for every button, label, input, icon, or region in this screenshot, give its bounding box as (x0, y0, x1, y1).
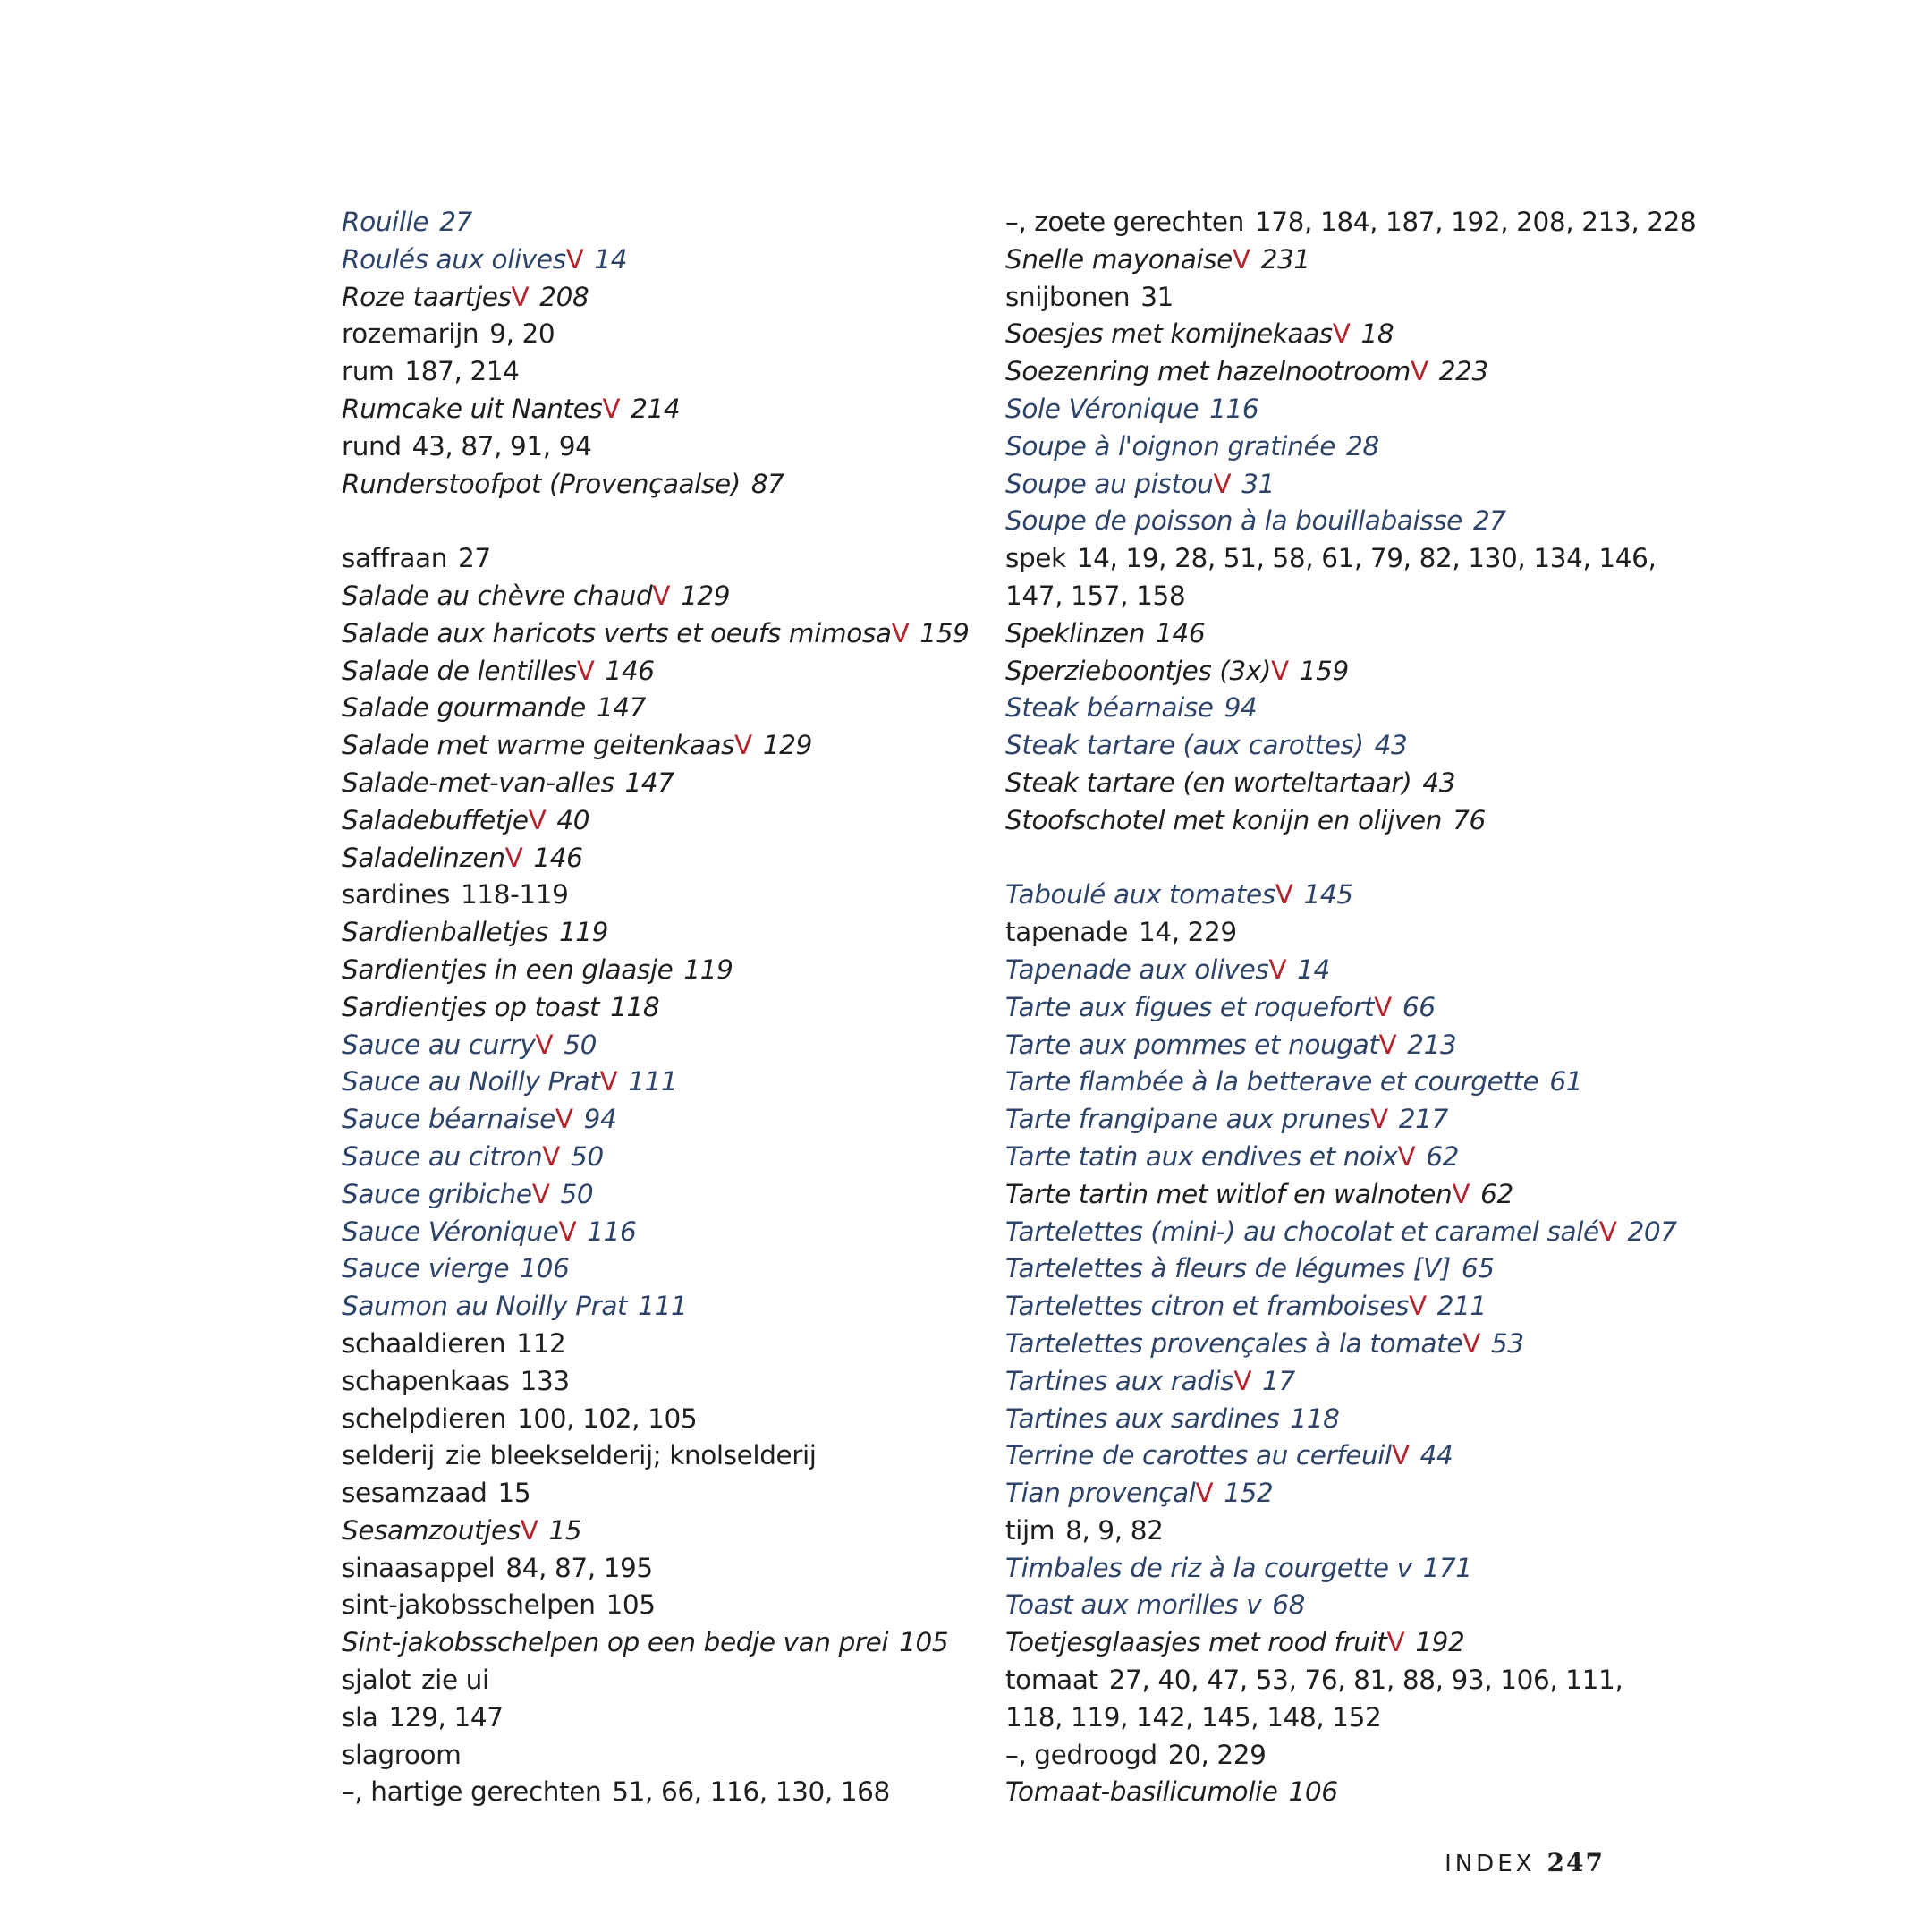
vegetarian-mark: V (1213, 468, 1232, 499)
entry-pages: 129 (762, 730, 812, 761)
entry-pages: 112 (516, 1327, 566, 1359)
index-entry (1005, 1587, 1658, 1624)
vegetarian-mark: V (535, 1029, 554, 1060)
index-entry (1005, 391, 1658, 428)
vegetarian-mark: V (528, 804, 547, 835)
entry-pages: 43 (1422, 767, 1456, 798)
index-column-right (1005, 204, 1697, 1811)
vegetarian-mark: V (602, 393, 621, 424)
entry-term: Tapenade aux olives (1005, 953, 1269, 985)
index-entry (1005, 1475, 1658, 1513)
vegetarian-mark: V (520, 1514, 538, 1546)
entry-pages: 214 (631, 393, 681, 424)
entry-term: Speklinzen (1005, 617, 1146, 648)
index-entry (1005, 989, 1658, 1027)
index-entry (342, 840, 968, 877)
entry-term: Tarte aux figues et roquefort (1005, 991, 1375, 1022)
index-entry (342, 1475, 968, 1513)
entry-term: Sauce au citron (342, 1140, 543, 1172)
index-entry (1005, 503, 1658, 540)
entry-pages: 118 (610, 991, 660, 1022)
index-entry (1005, 1550, 1658, 1588)
index-entry (1005, 1214, 1677, 1251)
index-entry (342, 1139, 968, 1176)
index-entry (1005, 802, 1658, 840)
vegetarian-mark: V (1270, 655, 1289, 686)
index-entry (342, 1288, 968, 1326)
entry-term: Sardientjes op toast (342, 991, 600, 1022)
index-entry (1005, 242, 1658, 279)
entry-pages: 43, 87, 91, 94 (411, 430, 592, 462)
index-entry (1005, 1250, 1658, 1288)
index-entry (1005, 428, 1658, 466)
index-entry (342, 279, 968, 317)
index-entry (342, 877, 968, 914)
entry-pages: 50 (564, 1029, 597, 1060)
entry-pages: 20, 229 (1167, 1739, 1267, 1770)
index-entry (342, 1699, 968, 1737)
entry-term: Tartines aux sardines (1005, 1402, 1280, 1434)
entry-term: Sauce au Noilly Prat (342, 1066, 600, 1097)
vegetarian-mark: V (504, 842, 523, 873)
entry-pages: 8, 9, 82 (1065, 1514, 1164, 1546)
entry-pages: 87 (750, 468, 784, 499)
entry-pages: 129, 147 (388, 1701, 504, 1733)
index-entry (342, 1437, 968, 1475)
entry-pages: 105 (606, 1589, 656, 1621)
entry-pages: zie ui (421, 1665, 489, 1696)
page-footer (1445, 1848, 1605, 1877)
entry-term: Tarte tatin aux endives et noix (1005, 1140, 1398, 1172)
entry-term: Soupe au pistou (1005, 468, 1214, 499)
entry-term: Roulés aux olives (342, 243, 566, 275)
entry-pages: 118-119 (461, 879, 569, 911)
entry-term: sint-jakobsschelpen (342, 1589, 596, 1621)
entry-term: Steak tartare (aux carottes) (1005, 730, 1364, 761)
entry-pages: 76 (1453, 804, 1486, 835)
entry-pages: 65 (1461, 1253, 1495, 1284)
index-entry (342, 1587, 968, 1624)
vegetarian-mark: V (558, 1216, 577, 1247)
entry-pages: 84, 87, 195 (505, 1552, 653, 1583)
entry-term: selderij (342, 1440, 435, 1471)
entry-term: Sardienballetjes (342, 917, 548, 948)
vegetarian-mark: V (1233, 1365, 1252, 1396)
entry-term: Sperzieboontjes (3x) (1005, 655, 1271, 686)
entry-term: Salade gourmande (342, 692, 586, 724)
entry-pages: 178, 184, 187, 192, 208, 213, 228 (1254, 207, 1697, 237)
index-entry (1005, 765, 1658, 802)
index-entry (342, 1176, 968, 1214)
entry-term: Sauce béarnaise (342, 1104, 555, 1135)
entry-pages: 146 (533, 842, 583, 873)
index-entry (1005, 316, 1658, 353)
index-entry (342, 391, 968, 428)
index-entry (342, 1063, 968, 1101)
vegetarian-mark: V (555, 1104, 573, 1135)
entry-term: Soezenring met hazelnootroom (1005, 356, 1411, 387)
entry-pages: 100, 102, 105 (516, 1402, 698, 1434)
entry-pages: 43 (1374, 730, 1408, 761)
entry-pages: 207 (1627, 1216, 1677, 1247)
index-entry (342, 802, 968, 840)
index-entry (342, 1214, 968, 1251)
index-entry (1005, 690, 1658, 727)
entry-term: Salade au chèvre chaud (342, 580, 653, 611)
entry-pages: 9, 20 (489, 318, 555, 350)
entry-pages: 129 (681, 580, 731, 611)
entry-term: Tomaat-basilicumolie (1005, 1776, 1278, 1808)
entry-pages: 27 (1472, 505, 1506, 537)
entry-pages: 27, 40, 47, 53, 76, 81, 88, 93, 106, 111, 118, 119, 142, 145, 148, 152 (1005, 1665, 1623, 1733)
entry-pages: 50 (571, 1140, 604, 1172)
index-entry (1005, 1139, 1658, 1176)
entry-pages: 106 (520, 1253, 570, 1284)
entry-pages: 15 (548, 1514, 582, 1546)
entry-pages: 213 (1407, 1029, 1457, 1060)
entry-term: tomaat (1005, 1665, 1098, 1696)
index-entry (1005, 1288, 1658, 1326)
entry-pages: 217 (1398, 1104, 1448, 1135)
vegetarian-mark: V (1232, 243, 1250, 275)
entry-pages: 18 (1360, 318, 1394, 350)
entry-term: Tian provençal (1005, 1478, 1196, 1509)
entry-pages: 208 (539, 281, 589, 312)
vegetarian-mark: V (1397, 1140, 1416, 1172)
index-entry (342, 1550, 968, 1588)
entry-pages: 211 (1436, 1291, 1487, 1322)
entry-pages: 15 (497, 1478, 531, 1509)
index-entry (1005, 877, 1658, 914)
entry-pages: 40 (556, 804, 590, 835)
entry-pages: 223 (1438, 356, 1488, 387)
index-entry (342, 989, 968, 1027)
entry-pages: 187, 214 (404, 356, 520, 387)
index-entry (342, 540, 968, 578)
vegetarian-mark: V (1374, 991, 1392, 1022)
entry-pages: 105 (899, 1627, 949, 1658)
entry-term: Salade met warme geitenkaas (342, 730, 735, 761)
index-entry (342, 1737, 968, 1775)
entry-term: Roze taartjes (342, 281, 512, 312)
index-entry (342, 727, 968, 765)
entry-pages: 159 (1299, 655, 1349, 686)
vegetarian-mark: V (1391, 1440, 1410, 1471)
entry-term: Sauce vierge (342, 1253, 510, 1284)
vegetarian-mark: V (1452, 1178, 1470, 1209)
entry-pages: 111 (638, 1291, 688, 1322)
entry-term: sla (342, 1701, 378, 1733)
entry-term: Sint-jakobsschelpen op een bedje van prei (342, 1627, 889, 1658)
entry-term: Saladebuffetje (342, 804, 529, 835)
vegetarian-mark: V (1598, 1216, 1617, 1247)
entry-term: Snelle mayonaise (1005, 243, 1233, 275)
entry-pages: 27 (439, 207, 472, 237)
entry-pages: 147 (624, 767, 674, 798)
entry-term: tapenade (1005, 917, 1128, 948)
entry-term: Tarte flambée à la betterave et courgette (1005, 1066, 1539, 1097)
entry-pages: 17 (1262, 1365, 1295, 1396)
entry-pages: 61 (1549, 1066, 1583, 1097)
vegetarian-mark: V (1268, 953, 1287, 985)
index-entry (1005, 540, 1658, 615)
entry-pages: 50 (560, 1178, 594, 1209)
entry-pages: 62 (1426, 1140, 1460, 1172)
vegetarian-mark: V (1378, 1029, 1397, 1060)
entry-term: Timbales de riz à la courgette v (1005, 1552, 1412, 1583)
vegetarian-mark: V (1370, 1104, 1388, 1135)
entry-term: Saladelinzen (342, 842, 505, 873)
entry-term: sesamzaad (342, 1478, 487, 1509)
index-entry (1005, 1401, 1658, 1438)
entry-pages: 118 (1290, 1402, 1340, 1434)
entry-term: Sauce Véronique (342, 1216, 559, 1247)
index-entry (342, 578, 968, 615)
vegetarian-mark: V (511, 281, 530, 312)
index-entry (1005, 1326, 1658, 1363)
entry-pages: 14 (1297, 953, 1330, 985)
entry-pages: 94 (583, 1104, 617, 1135)
vegetarian-mark: V (1332, 318, 1351, 350)
index-entry (1005, 1101, 1658, 1139)
entry-term: rozemarijn (342, 318, 479, 350)
index-entry (1005, 952, 1658, 989)
index-entry (342, 242, 968, 279)
entry-pages: 27 (458, 543, 491, 574)
entry-term: spek (1005, 543, 1066, 574)
entry-term: Runderstoofpot (Provençaalse) (342, 468, 741, 499)
entry-term: snijbonen (1005, 281, 1131, 312)
entry-term: Salade-met-van-alles (342, 767, 614, 798)
index-entry (342, 428, 968, 466)
index-entry (342, 1401, 968, 1438)
index-entry (1005, 653, 1658, 691)
entry-pages: 68 (1272, 1589, 1306, 1621)
index-entry (342, 952, 968, 989)
index-entry (1005, 1662, 1658, 1737)
index-entry (342, 690, 968, 727)
entry-term: Saumon au Noilly Prat (342, 1291, 628, 1322)
entry-term: Sauce gribiche (342, 1178, 532, 1209)
entry-term: schaaldieren (342, 1327, 506, 1359)
index-entry (1005, 1063, 1658, 1101)
entry-pages: 133 (520, 1365, 570, 1396)
index-entry (1005, 279, 1658, 317)
entry-term: –, gedroogd (1005, 1739, 1157, 1770)
index-entry (1005, 1176, 1658, 1214)
index-entry (342, 466, 968, 504)
entry-pages: 119 (558, 917, 609, 948)
index-entry (1005, 914, 1658, 952)
entry-term: Toetjesglaasjes met rood fruit (1005, 1627, 1387, 1658)
index-entry (342, 1101, 968, 1139)
vegetarian-mark: V (1195, 1478, 1214, 1509)
index-section-gap (342, 503, 968, 540)
entry-term: Tartelettes provençales à la tomate (1005, 1327, 1463, 1359)
entry-term: Sole Véronique (1005, 393, 1199, 424)
vegetarian-mark: V (599, 1066, 618, 1097)
vegetarian-mark: V (652, 580, 671, 611)
entry-term: Soupe à l'oignon gratinée (1005, 430, 1335, 462)
index-column-left (342, 204, 968, 1811)
entry-term: Sardientjes in een glaasje (342, 953, 674, 985)
entry-term: Tarte aux pommes et nougat (1005, 1029, 1379, 1060)
index-entry (342, 1326, 968, 1363)
index-entry (1005, 1027, 1658, 1064)
entry-pages: 152 (1224, 1478, 1274, 1509)
index-entry (1005, 1737, 1658, 1775)
entry-pages: 111 (628, 1066, 678, 1097)
vegetarian-mark: V (734, 730, 752, 761)
entry-term: Taboulé aux tomates (1005, 879, 1275, 911)
entry-term: Terrine de carottes au cerfeuil (1005, 1440, 1392, 1471)
entry-pages: 159 (919, 617, 970, 648)
index-entry (1005, 1363, 1658, 1401)
index-entry (342, 316, 968, 353)
entry-term: Rumcake uit Nantes (342, 393, 603, 424)
entry-term: Soesjes met komijnekaas (1005, 318, 1333, 350)
vegetarian-mark: V (1275, 879, 1293, 911)
entry-term: rund (342, 430, 402, 462)
index-entry (342, 353, 968, 391)
entry-pages: 14, 229 (1138, 917, 1237, 948)
vegetarian-mark: V (1408, 1291, 1427, 1322)
entry-term: Tartelettes (mini-) au chocolat et caramel salé (1005, 1216, 1599, 1247)
index-entry (1005, 466, 1658, 504)
vegetarian-mark: V (542, 1140, 561, 1172)
entry-term: Rouille (342, 207, 429, 237)
index-entry (1005, 1624, 1658, 1662)
index-entry (342, 1027, 968, 1064)
entry-pages: 94 (1224, 692, 1258, 724)
entry-pages: 116 (1209, 393, 1259, 424)
entry-term: sardines (342, 879, 450, 911)
index-entry (342, 1250, 968, 1288)
entry-term: –, hartige gerechten (342, 1776, 602, 1808)
index-entry (342, 1363, 968, 1401)
index-entry (342, 1662, 968, 1699)
index-entry (1005, 1513, 1658, 1550)
entry-term: Steak béarnaise (1005, 692, 1214, 724)
entry-term: Soupe de poisson à la bouillabaisse (1005, 505, 1462, 537)
entry-term: Tarte frangipane aux prunes (1005, 1104, 1371, 1135)
entry-term: Stoofschotel met konijn en olijven (1005, 804, 1443, 835)
entry-term: rum (342, 356, 394, 387)
index-entry (1005, 353, 1658, 391)
entry-pages: 66 (1402, 991, 1436, 1022)
index-entry (342, 765, 968, 802)
vegetarian-mark: V (531, 1178, 550, 1209)
entry-term: Salade aux haricots verts et oeufs mimosa (342, 617, 892, 648)
entry-pages: 106 (1288, 1776, 1338, 1808)
index-entry (1005, 615, 1658, 653)
index-entry (342, 653, 968, 691)
entry-pages: 231 (1260, 243, 1310, 275)
entry-pages: 192 (1415, 1627, 1465, 1658)
entry-term: Steak tartare (en worteltartaar) (1005, 767, 1412, 798)
index-entry (1005, 1437, 1658, 1475)
vegetarian-mark: V (576, 655, 595, 686)
vegetarian-mark: V (891, 617, 910, 648)
entry-pages: 51, 66, 116, 130, 168 (612, 1776, 890, 1808)
entry-pages: zie bleekselderij; knolselderij (445, 1440, 817, 1471)
entry-pages: 119 (683, 953, 733, 985)
footer-label: INDEX (1445, 1851, 1536, 1877)
entry-pages: 62 (1480, 1178, 1513, 1209)
index-entry (1005, 204, 1697, 242)
entry-pages: 31 (1140, 281, 1174, 312)
entry-term: schapenkaas (342, 1365, 510, 1396)
entry-term: Salade de lentilles (342, 655, 577, 686)
entry-pages: 116 (587, 1216, 637, 1247)
index-entry (342, 615, 968, 653)
index-entry (342, 204, 968, 242)
entry-term: Toast aux morilles v (1005, 1589, 1262, 1621)
index-entry (342, 1774, 968, 1811)
entry-term: Tarte tartin met witlof en walnoten (1005, 1178, 1453, 1209)
entry-pages: 28 (1345, 430, 1379, 462)
vegetarian-mark: V (1410, 356, 1428, 387)
entry-term: Sauce au curry (342, 1029, 536, 1060)
index-entry (1005, 1774, 1658, 1811)
entry-term: Tartelettes citron et framboises (1005, 1291, 1409, 1322)
entry-term: saffraan (342, 543, 447, 574)
index-entry (342, 914, 968, 952)
entry-pages: 146 (605, 655, 655, 686)
entry-pages: 53 (1490, 1327, 1524, 1359)
entry-pages: 147 (596, 692, 647, 724)
index-entry (342, 1513, 968, 1550)
index-entry (342, 1624, 968, 1662)
entry-term: tijm (1005, 1514, 1055, 1546)
entry-pages: 171 (1422, 1552, 1472, 1583)
entry-pages: 31 (1241, 468, 1275, 499)
vegetarian-mark: V (565, 243, 584, 275)
entry-pages: 146 (1156, 617, 1206, 648)
entry-pages: 14, 19, 28, 51, 58, 61, 79, 82, 130, 134, 146, 147, 157, 158 (1005, 543, 1657, 611)
entry-pages: 44 (1419, 1440, 1453, 1471)
vegetarian-mark: V (1386, 1627, 1405, 1658)
entry-term: Sesamzoutjes (342, 1514, 521, 1546)
vegetarian-mark: V (1462, 1327, 1480, 1359)
entry-term: Tartines aux radis (1005, 1365, 1234, 1396)
entry-term: sinaasappel (342, 1552, 496, 1583)
index-section-gap (1005, 840, 1658, 877)
index-entry (1005, 727, 1658, 765)
entry-term: –, zoete gerechten (1005, 207, 1244, 237)
entry-pages: 145 (1303, 879, 1353, 911)
entry-term: schelpdieren (342, 1402, 506, 1434)
entry-term: sjalot (342, 1665, 411, 1696)
entry-term: Tartelettes à fleurs de légumes [V] (1005, 1253, 1451, 1284)
entry-term: slagroom (342, 1739, 462, 1770)
page-number: 247 (1546, 1848, 1605, 1877)
entry-pages: 14 (594, 243, 628, 275)
